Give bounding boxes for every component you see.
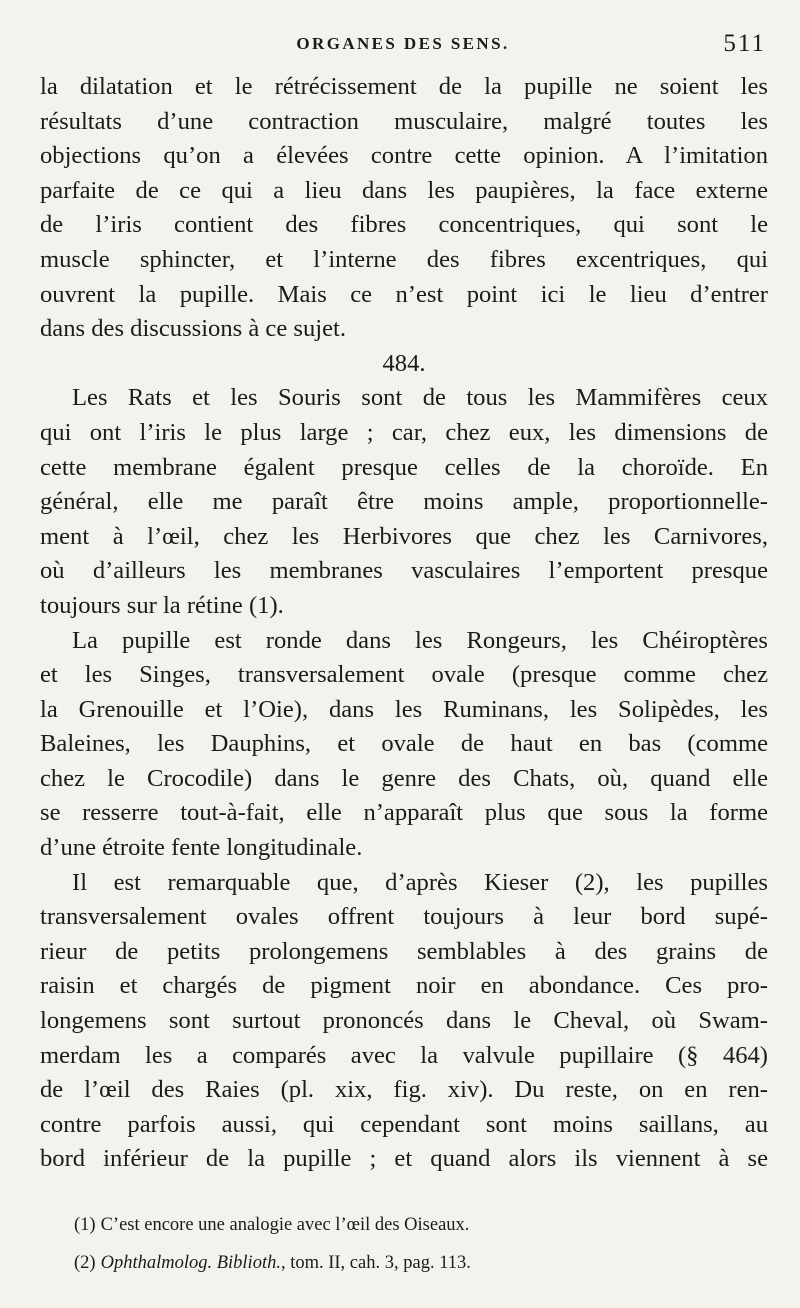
text-line: la dilatation et le rétrécissement de la pupille ne soient les — [40, 73, 768, 100]
text-line: bord inférieur de la pupille ; et quand alors ils viennent à se — [40, 1145, 768, 1173]
text-line: ouvrent la pupille. Mais ce n’est point ici le lieu d’entrer — [40, 280, 768, 308]
text-line: la Grenouille et l’Oie), dans les Ruminans, les Solipèdes, les — [40, 695, 768, 723]
page-number: 511 — [723, 30, 766, 57]
text-line: Les Rats et les Souris sont de tous les Mammifères ceux — [72, 384, 768, 412]
text-line: longemens sont surtout prononcés dans le Cheval, où Swam- — [40, 1007, 768, 1035]
footnotes — [74, 1206, 694, 1282]
section-number: 484. — [382, 349, 426, 377]
text-line: raisin et chargés de pigment noir en abondance. Ces pro- — [40, 972, 768, 1000]
running-title: ORGANES DES SENS. — [296, 34, 510, 53]
text-line: ment à l’œil, chez les Herbivores que chez les Carnivores, — [40, 522, 768, 550]
paragraph-3 — [40, 624, 768, 866]
paragraph-2 — [40, 381, 768, 623]
footnote-1 — [74, 1206, 694, 1244]
footnote-label: (1) — [74, 1215, 96, 1235]
text-line: où d’ailleurs les membranes vasculaires l’emportent presque — [40, 557, 768, 585]
footnote-2 — [74, 1244, 694, 1282]
footnote-label: (2) — [74, 1253, 96, 1273]
running-head — [40, 30, 766, 62]
text-line: Baleines, les Dauphins, et ovale de haut en bas (comme — [40, 730, 768, 758]
text-line: muscle sphincter, et l’interne des fibres excentriques, qui — [40, 245, 768, 273]
text-line: cette membrane égalent presque celles de la choroïde. En — [40, 453, 768, 481]
footnote-citation-title: Ophthalmolog. Biblioth. — [100, 1253, 281, 1273]
text-line: contre parfois aussi, qui cependant sont moins saillans, au — [40, 1110, 768, 1138]
paragraph-1 — [40, 70, 768, 347]
body-text — [40, 70, 768, 1177]
text-line: qui ont l’iris le plus large ; car, chez eux, les dimensions de — [40, 418, 768, 446]
text-line: général, elle me paraît être moins ample, proportionnelle- — [40, 488, 768, 516]
text-line: objections qu’on a élevées contre cette opinion. A l’imitation — [40, 142, 768, 170]
text-line: résultats d’une contraction musculaire, malgré toutes les — [40, 107, 768, 135]
text-line: dans des discussions à ce sujet. — [40, 315, 347, 343]
footnote-text: , tom. II, cah. 3, pag. 113. — [280, 1253, 471, 1273]
text-line: La pupille est ronde dans les Rongeurs, les Chéiroptères — [72, 626, 768, 654]
text-line: de l’œil des Raies (pl. xix, fig. xiv). Du reste, on en ren- — [40, 1076, 768, 1104]
text-line: et les Singes, transversalement ovale (presque comme chez — [40, 661, 768, 689]
text-line: se resserre tout-à-fait, elle n’apparaît plus que sous la forme — [40, 799, 768, 827]
text-line: chez le Crocodile) dans le genre des Chats, où, quand elle — [40, 764, 768, 792]
text-line: Il est remarquable que, d’après Kieser (2), les pupilles — [72, 868, 768, 896]
paragraph-4 — [40, 866, 768, 1177]
text-line: parfaite de ce qui a lieu dans les paupières, la face externe — [40, 176, 768, 204]
text-line: toujours sur la rétine (1). — [40, 591, 284, 619]
text-line: de l’iris contient des fibres concentriques, qui sont le — [40, 211, 768, 239]
text-line: rieur de petits prolongemens semblables à des grains de — [40, 937, 768, 965]
text-line: d’une étroite fente longitudinale. — [40, 834, 363, 862]
text-line: transversalement ovales offrent toujours à leur bord supé- — [40, 903, 768, 931]
text-line: merdam les a comparés avec la valvule pupillaire (§ 464) — [40, 1041, 768, 1069]
footnote-text: C’est encore une analogie avec l’œil des Oiseaux. — [100, 1215, 470, 1235]
